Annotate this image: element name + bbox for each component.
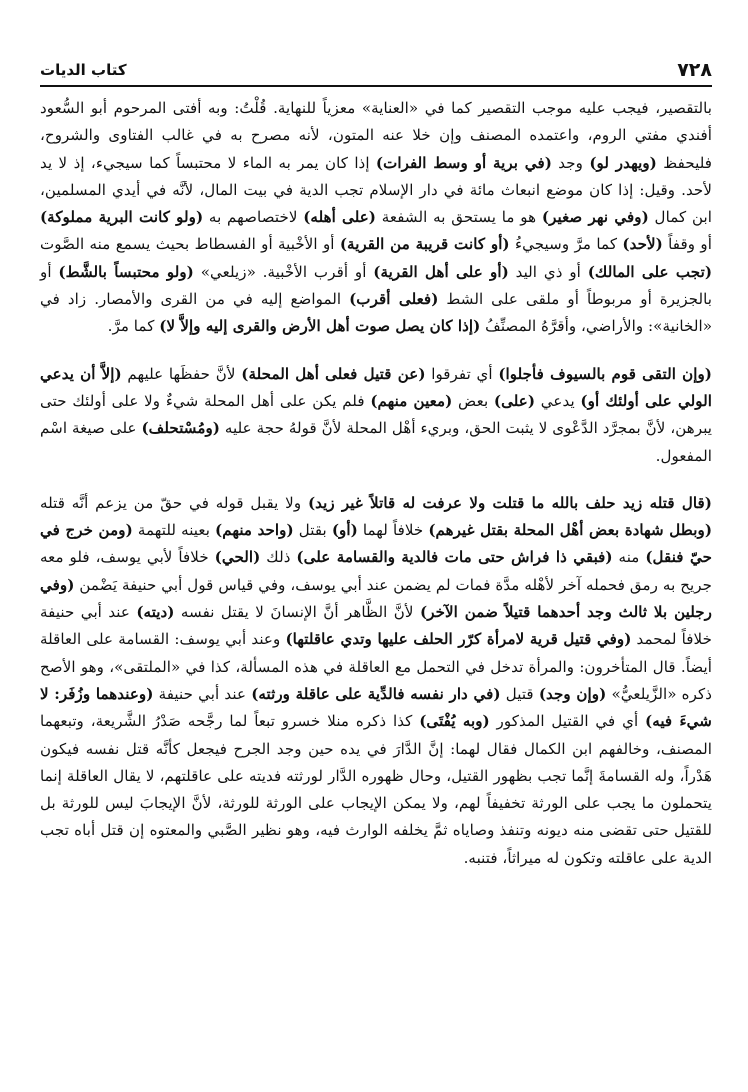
- commentary-text: بعض: [452, 391, 494, 410]
- matn-quote: (ولو محتبساً بالشَّط): [58, 262, 194, 281]
- commentary-text: أو الأخْبية أو الفسطاط بحيث يسمع منه الصَّوت: [40, 235, 340, 254]
- matn-quote: (فبقي ذا فراش حتى مات فالدية والقسامة على): [296, 548, 613, 567]
- commentary-text: فلم يكن على أهل المحلة شيءٌ ولا على أولئك حتى يبرهن، لأنَّ بمجرَّد الدَّعْوى لا يثبت الحق، وبريء أهْل المحلة لأنَّ قولهُ حجة عليه: [40, 391, 713, 438]
- commentary-text: لأنَّ الظَّاهر أنَّ الإنسانَ لا يقتل نفسه: [174, 603, 421, 622]
- commentary-text: لأنَّ حفظَها عليهم: [121, 364, 242, 383]
- commentary-text: وعند أبي يوسف: القسامة على العاقلة أيضاً. قال المتأخرون: والمرأة تدخل في التحمل مع العاقلة في هذه المسألة، كذا في «الملتقى»، وهو الأصح ذكره «الزَّيلعيُّ»: [40, 630, 712, 703]
- page-number: ٧٢٨: [677, 59, 712, 81]
- commentary-text: أي تفرقوا: [425, 364, 499, 383]
- matn-quote: (لأحد): [622, 235, 663, 254]
- commentary-text: يدعي: [535, 391, 581, 410]
- matn-quote: (إذا كان يصل صوت أهل الأرض والقرى إليه وإلاَّ لا): [159, 317, 481, 336]
- matn-quote: (الحي): [214, 548, 261, 567]
- commentary-text: المواضع إليه في من القرى والأمصار. زاد في «الخانية»: والأراضي، وأقرَّهُ المصنِّفُ: [40, 290, 712, 336]
- book-title: كتاب الديات: [40, 61, 127, 79]
- paragraph-1: [40, 95, 712, 341]
- matn-quote: (وفي قتيل قرية لامرأة كرّر الحلف عليها وتدي عاقلتها): [285, 630, 632, 649]
- paragraph-2: [40, 361, 712, 470]
- commentary-text: أو ذي اليد: [508, 262, 588, 281]
- commentary-text: أو وقفاً: [662, 235, 712, 254]
- matn-quote: (ولو كانت البرية مملوكة): [40, 208, 204, 227]
- matn-quote: (على): [493, 391, 536, 410]
- commentary-text: كذا ذكره منلا خسرو تبعاً لما رجَّحه صَدْرُ الشَّريعة، وتبعهما المصنف، وخالفهم ابن الكمال فقال لهما: إنَّ الدَّارَ في يده حين وجد الجرح فيجعل كأنَّه قتل نفسه فيكون هَدْراً، وله القسامةَ إنَّما تجب بظهور القتيل، وحال ظهوره الدَّار لورثته فديته على عاقلتهم، لا يقال العاقلة إنما يتحملون ما يجب على الورثة تخفيفاً لهم، ولا يمكن الإيجاب على الورثة للورثة، لأنَّ الإيجابَ ليس للورثة بل للقتيل حتى تقضى منه ديونه وتنفذ وصاياه ثمَّ يخلفه الوارث فيه، وهو نظير الصَّبي والمعتوه إن قتل أباه تجب الدية على عاقلته وتكون له ميراثاً، فتنبه.: [40, 712, 712, 867]
- commentary-text: بعينه للتهمة: [132, 521, 216, 540]
- matn-quote: (وبه يُفْتَى): [419, 712, 490, 731]
- matn-quote: (واحد منهم): [215, 521, 294, 540]
- commentary-text: كما مرَّ.: [107, 317, 160, 336]
- matn-quote: (وبطل شهادة بعض أهْل المحلة بقتل غيرهم): [428, 521, 713, 540]
- page: [40, 55, 712, 872]
- matn-quote: (أو): [331, 521, 358, 540]
- matn-quote: (ويهدر لو): [589, 153, 657, 172]
- commentary-text: قتيل: [500, 684, 539, 703]
- matn-quote: (قال قتله زيد حلف بالله ما قتلت ولا عرفت له قاتلاً غير زيد): [307, 493, 712, 512]
- matn-quote: (تجب على المالك): [587, 262, 713, 281]
- paragraph-3: [40, 490, 712, 872]
- commentary-text: أو أقرب الأخْبية. «زيلعي»: [193, 262, 374, 281]
- commentary-text: ولا يقبل قوله في حقّ من يزعم أنَّه قتله: [40, 493, 308, 512]
- commentary-text: عند أبي حنيفة: [153, 684, 252, 703]
- matn-quote: (في برية أو وسط الفرات): [375, 153, 552, 172]
- matn-quote: (وإن وجد): [538, 684, 607, 703]
- matn-quote: (وعندهما وزُفَر: لا شيءَ فيه): [40, 684, 712, 731]
- matn-quote: (وفي نهر صغير): [541, 208, 649, 227]
- matn-quote: (على أهله): [303, 208, 376, 227]
- matn-quote: (أو كانت قريبة من القرية): [339, 235, 510, 254]
- commentary-text: لاختصاصهم به: [203, 208, 304, 227]
- commentary-text: عند أبي حنيفة خلافاً لمحمد: [40, 603, 712, 649]
- commentary-text: بقتل: [293, 521, 332, 540]
- matn-quote: (عن قتيل فعلى أهل المحلة): [241, 364, 426, 383]
- matn-quote: (وفي رجلين بلا ثالث وجد أحدهما قتيلاً ضمن الآخر): [40, 575, 712, 622]
- matn-quote: (وإن التقى قوم بالسيوف فأجلوا): [498, 364, 712, 383]
- commentary-text: خلافاً لهما: [357, 521, 429, 540]
- matn-quote: (أو على أهل القرية): [373, 262, 509, 281]
- commentary-text: منه: [612, 548, 646, 567]
- commentary-text: على صيغة اسْم المفعول.: [40, 419, 712, 465]
- matn-quote: (إلاَّ أن يدعي الولي على أولئك أو): [40, 364, 712, 410]
- commentary-text: كما مرَّ وسيجيءُ: [509, 235, 623, 254]
- commentary-text: أو بالجزيرة أو مربوطاً أو ملقى على الشط: [40, 262, 713, 309]
- body-text: [40, 95, 712, 872]
- commentary-text: وجد: [551, 153, 590, 172]
- matn-quote: (فعلى أقرب): [349, 290, 439, 309]
- commentary-text: خلافاً لأبي يوسف، فلو معه جريح به رمق فحمله آخر لأهْله مدَّة فمات لم يضمن عند أبي يوسف، وفي قياس قول أبي حنيفة يَضْمن: [40, 548, 712, 594]
- commentary-text: هو ما يستحق به الشفعة: [376, 208, 542, 227]
- commentary-text: ذلك: [260, 548, 297, 567]
- matn-quote: (معين منهم): [370, 391, 453, 410]
- commentary-text: أي في القتيل المذكور: [489, 712, 646, 731]
- matn-quote: (في دار نفسه فالدِّية على عاقلة ورثته): [251, 684, 501, 703]
- commentary-text: إذا كان يمر به الماء لا محتبساً كما سيجيء، إذ لا يد لأحد. وقيل: إذا كان موضع انبعاث مائة في دار الإسلام تجب الدية في بيت المال، لأنَّه في أيدي المسلمين، ابن كمال: [40, 153, 712, 227]
- running-header: [40, 55, 712, 87]
- matn-quote: (ومُسْتحلف): [141, 419, 220, 438]
- matn-quote: (ديته): [136, 603, 175, 622]
- commentary-text: بالتقصير، فيجب عليه موجب التقصير كما في «العناية» معزياً للنهاية. قُلْتُ: وبه أفتى المرحوم أبو السُّعود أفندي مفتي الروم، واعتمده المصنف وإن خلا عنه المتون، لأنه مصرح به في غالب الفتاوى والشروح، فليحفظ: [40, 99, 712, 172]
- matn-quote: (ومن خرج في حيّ فنقل): [40, 521, 712, 567]
